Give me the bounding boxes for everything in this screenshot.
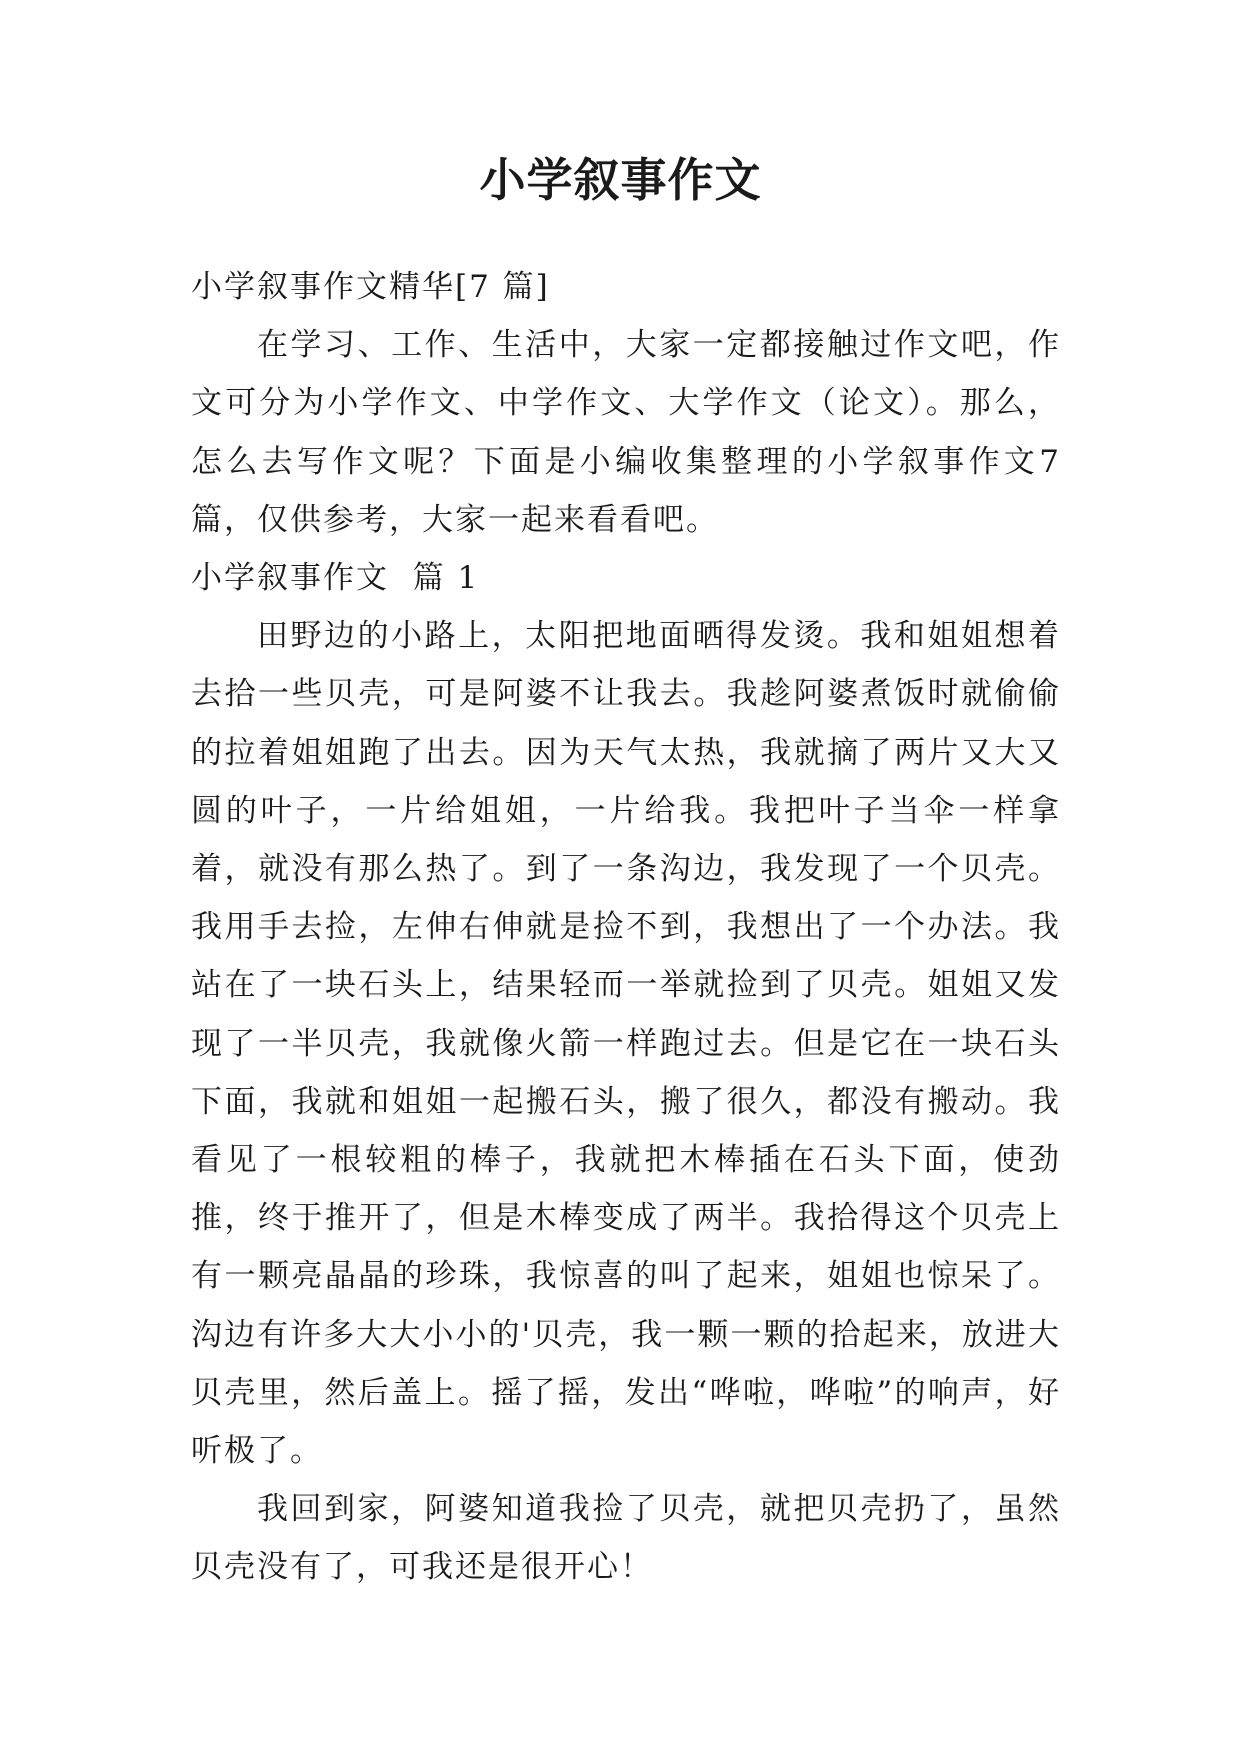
document-body [191, 258, 1061, 1597]
story-paragraph-1: 田野边的小路上，太阳把地面晒得发烫。我和姐姐想着去拾一些贝壳，可是阿婆不让我去。我趁阿婆煮饭时就偷偷的拉着姐姐跑了出去。因为天气太热，我就摘了两片又大又圆的叶子，一片给姐姐，一片给我。我把叶子当伞一样拿着，就没有那么热了。到了一条沟边，我发现了一个贝壳。我用手去捡，左伸右伸就是捡不到，我想出了一个办法。我站在了一块石头上，结果轻而一举就捡到了贝壳。姐姐又发现了一半贝壳，我就像火箭一样跑过去。但是它在一块石头下面，我就和姐姐一起搬石头，搬了很久，都没有搬动。我看见了一根较粗的棒子，我就把木棒插在石头下面，使劲推，终于推开了，但是木棒变成了两半。我拾得这个贝壳上有一颗亮晶晶的珍珠，我惊喜的叫了起来，姐姐也惊呆了。沟边有许多大大小小的'贝壳，我一颗一颗的拾起来，放进大贝壳里，然后盖上。摇了摇，发出“哗啦，哗啦”的响声，好听极了。 [191, 618, 1061, 1470]
section-heading: 小学叙事作文 篇 1 [191, 560, 480, 597]
document-subtitle: 小学叙事作文精华[7 篇] [191, 269, 550, 305]
document-title: 小学叙事作文 [479, 153, 762, 207]
intro-paragraph: 在学习、工作、生活中，大家一定都接触过作文吧，作文可分为小学作文、中学作文、大学作文（论文）。那么，怎么去写作文呢？下面是小编收集整理的小学叙事作文7篇，仅供参考，大家一起来看看吧。 [191, 327, 1061, 538]
story-paragraph-2: 我回到家，阿婆知道我捡了贝壳，就把贝壳扔了，虽然贝壳没有了，可我还是很开心！ [191, 1491, 1061, 1586]
